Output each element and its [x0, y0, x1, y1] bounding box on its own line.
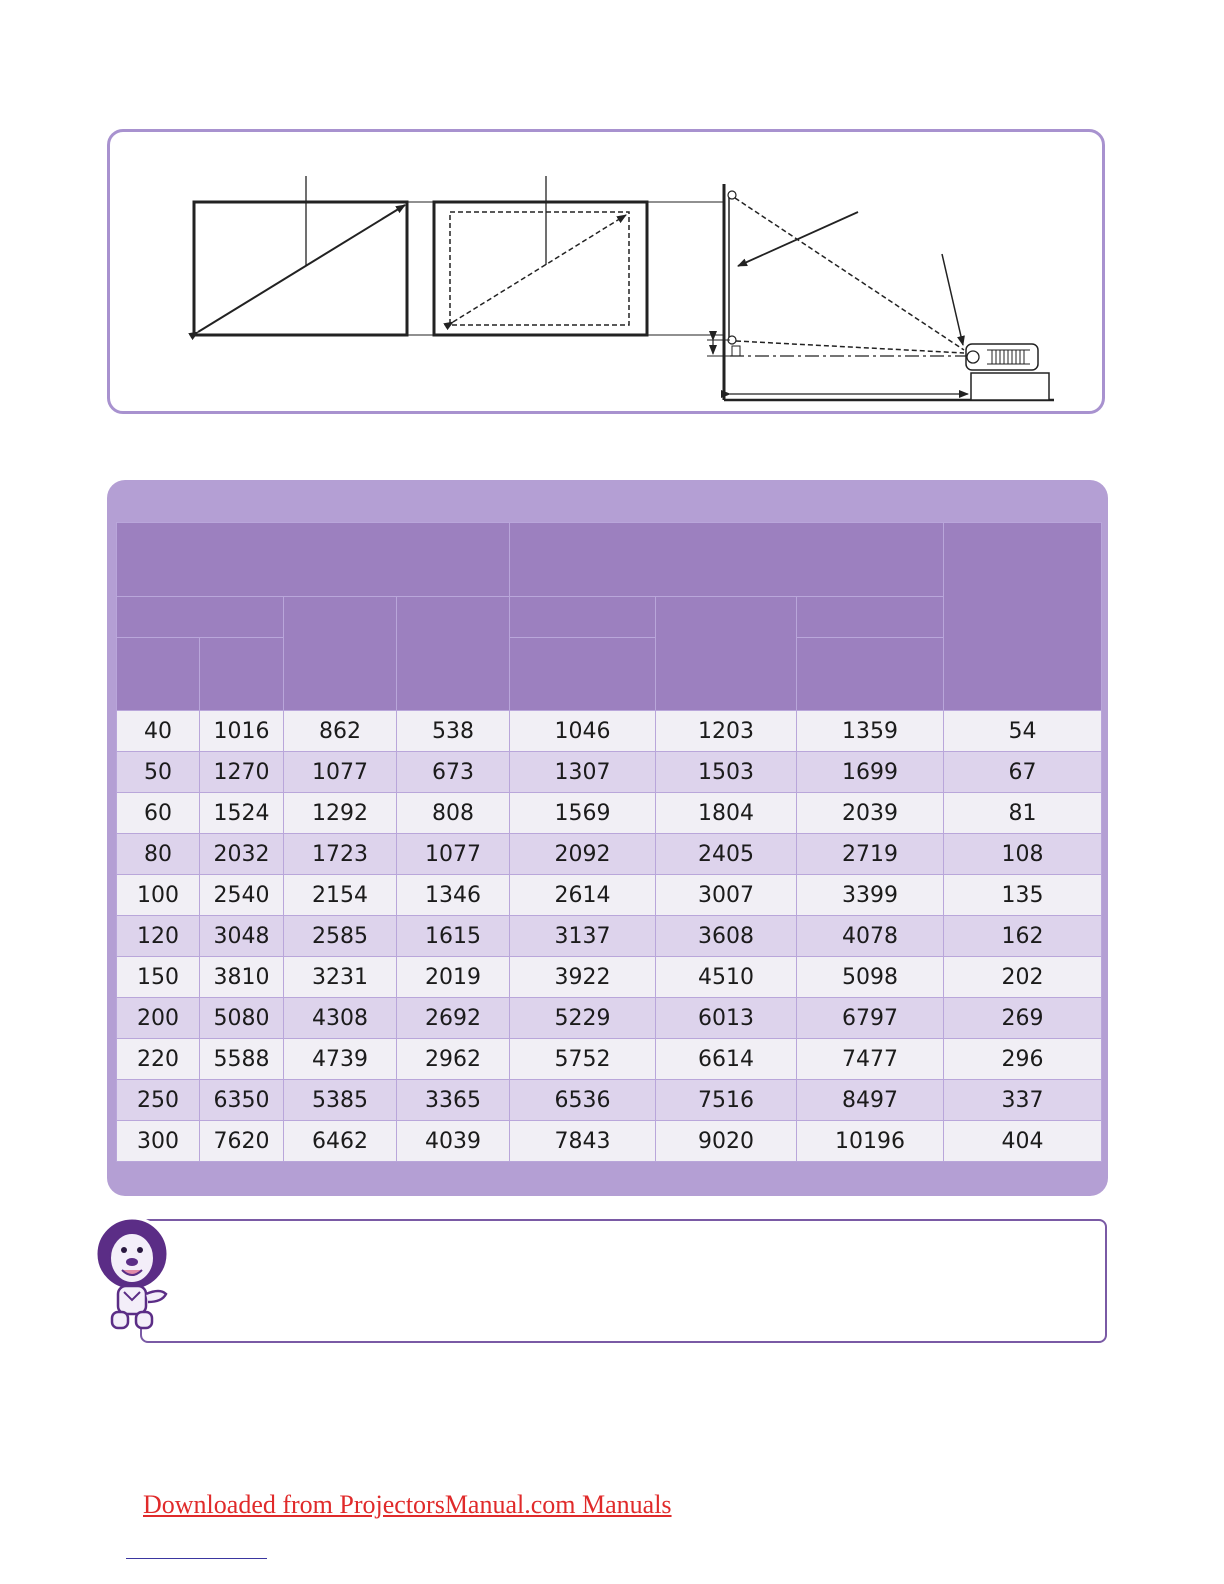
- header-projection-distance: [510, 523, 944, 597]
- table-cell: 5229: [510, 998, 656, 1039]
- table-cell: 1203: [656, 711, 797, 752]
- table-row: [117, 834, 1102, 875]
- table-cell: 1503: [656, 752, 797, 793]
- table-cell: 54: [944, 711, 1102, 752]
- table-cell: 250: [117, 1080, 200, 1121]
- header-width: [397, 597, 510, 711]
- table-cell: 200: [117, 998, 200, 1039]
- table-row: [117, 875, 1102, 916]
- table-cell: 1077: [397, 834, 510, 875]
- table-cell: 40: [117, 711, 200, 752]
- table-cell: 404: [944, 1121, 1102, 1162]
- table-cell: 67: [944, 752, 1102, 793]
- projection-diagram-drawing: [110, 132, 1108, 417]
- table-cell: 9020: [656, 1121, 797, 1162]
- table-cell: 2154: [284, 875, 397, 916]
- header-inch: [117, 638, 200, 711]
- table-cell: 4308: [284, 998, 397, 1039]
- table-cell: 3007: [656, 875, 797, 916]
- table-cell: 2962: [397, 1039, 510, 1080]
- header-min-distance: [510, 597, 656, 638]
- table-cell: 862: [284, 711, 397, 752]
- table-cell: 337: [944, 1080, 1102, 1121]
- table-cell: 1307: [510, 752, 656, 793]
- table-cell: 1016: [200, 711, 284, 752]
- table-cell: 2614: [510, 875, 656, 916]
- header-diagonal: [117, 597, 284, 638]
- table-cell: 1346: [397, 875, 510, 916]
- table-cell: 120: [117, 916, 200, 957]
- table-cell: 3137: [510, 916, 656, 957]
- table-cell: 6536: [510, 1080, 656, 1121]
- table-cell: 1699: [797, 752, 944, 793]
- table-cell: 1077: [284, 752, 397, 793]
- table-cell: 50: [117, 752, 200, 793]
- table-cell: 4510: [656, 957, 797, 998]
- table-cell: 6797: [797, 998, 944, 1039]
- table-cell: 2019: [397, 957, 510, 998]
- table-row: [117, 752, 1102, 793]
- table-row: [117, 1039, 1102, 1080]
- lion-mascot-icon: [92, 1216, 176, 1334]
- table-cell: 296: [944, 1039, 1102, 1080]
- table-row: [117, 916, 1102, 957]
- table-cell: 1615: [397, 916, 510, 957]
- screen-full-outline: [194, 176, 407, 335]
- table-cell: 7843: [510, 1121, 656, 1162]
- table-cell: 3810: [200, 957, 284, 998]
- table-cell: 1046: [510, 711, 656, 752]
- table-cell: 220: [117, 1039, 200, 1080]
- table-cell: 3231: [284, 957, 397, 998]
- header-max-distance: [797, 597, 944, 638]
- table-cell: 2692: [397, 998, 510, 1039]
- header-vertical-offset: [944, 523, 1102, 711]
- table-row: [117, 711, 1102, 752]
- table-header-row: [117, 523, 1102, 597]
- table-cell: 3365: [397, 1080, 510, 1121]
- projection-diagram: [107, 129, 1105, 414]
- table-cell: 150: [117, 957, 200, 998]
- header-average: [656, 597, 797, 711]
- table-cell: 2092: [510, 834, 656, 875]
- table-cell: 1270: [200, 752, 284, 793]
- table-cell: 202: [944, 957, 1102, 998]
- table-cell: 3399: [797, 875, 944, 916]
- table-row: [117, 1080, 1102, 1121]
- header-screen-dimensions: [117, 523, 510, 597]
- table-cell: 673: [397, 752, 510, 793]
- table-cell: 162: [944, 916, 1102, 957]
- table-cell: 6462: [284, 1121, 397, 1162]
- table-cell: 2032: [200, 834, 284, 875]
- table-cell: 4078: [797, 916, 944, 957]
- dimensions-table-wrap: [116, 522, 1101, 1162]
- header-mm: [200, 638, 284, 711]
- table-cell: 108: [944, 834, 1102, 875]
- table-cell: 6350: [200, 1080, 284, 1121]
- table-cell: 5752: [510, 1039, 656, 1080]
- table-cell: 5080: [200, 998, 284, 1039]
- table-cell: 3608: [656, 916, 797, 957]
- table-cell: 6614: [656, 1039, 797, 1080]
- table-cell: 269: [944, 998, 1102, 1039]
- table-cell: 300: [117, 1121, 200, 1162]
- table-cell: 8497: [797, 1080, 944, 1121]
- table-cell: 1524: [200, 793, 284, 834]
- table-cell: 2585: [284, 916, 397, 957]
- table-cell: 5098: [797, 957, 944, 998]
- table-cell: 808: [397, 793, 510, 834]
- table-cell: 7620: [200, 1121, 284, 1162]
- footer-rule: [126, 1558, 267, 1559]
- table-row: [117, 998, 1102, 1039]
- table-cell: 1359: [797, 711, 944, 752]
- table-cell: 538: [397, 711, 510, 752]
- table-cell: 1292: [284, 793, 397, 834]
- table-cell: 3922: [510, 957, 656, 998]
- table-cell: 3048: [200, 916, 284, 957]
- table-cell: 1723: [284, 834, 397, 875]
- table-cell: 2719: [797, 834, 944, 875]
- table-body: [117, 711, 1102, 1162]
- table-cell: 2039: [797, 793, 944, 834]
- table-cell: 60: [117, 793, 200, 834]
- table-cell: 1569: [510, 793, 656, 834]
- footer-download-link[interactable]: Downloaded from ProjectorsManual.com Manuals: [143, 1490, 672, 1519]
- table-cell: 10196: [797, 1121, 944, 1162]
- table-cell: 1804: [656, 793, 797, 834]
- table-cell: 4039: [397, 1121, 510, 1162]
- header-min-zoom: [510, 638, 656, 711]
- note-box: [140, 1219, 1107, 1343]
- table-cell: 81: [944, 793, 1102, 834]
- table-row: [117, 1121, 1102, 1162]
- table-cell: 6013: [656, 998, 797, 1039]
- dimensions-table: [116, 522, 1102, 1162]
- table-cell: 80: [117, 834, 200, 875]
- header-height: [284, 597, 397, 711]
- table-cell: 135: [944, 875, 1102, 916]
- table-row: [117, 793, 1102, 834]
- header-max-zoom: [797, 638, 944, 711]
- table-cell: 100: [117, 875, 200, 916]
- screen-projected-outline: [434, 176, 647, 335]
- table-cell: 7516: [656, 1080, 797, 1121]
- table-cell: 5588: [200, 1039, 284, 1080]
- table-cell: 7477: [797, 1039, 944, 1080]
- table-row: [117, 957, 1102, 998]
- table-cell: 4739: [284, 1039, 397, 1080]
- projector-icon: [966, 344, 1049, 400]
- table-cell: 2405: [656, 834, 797, 875]
- table-cell: 5385: [284, 1080, 397, 1121]
- table-cell: 2540: [200, 875, 284, 916]
